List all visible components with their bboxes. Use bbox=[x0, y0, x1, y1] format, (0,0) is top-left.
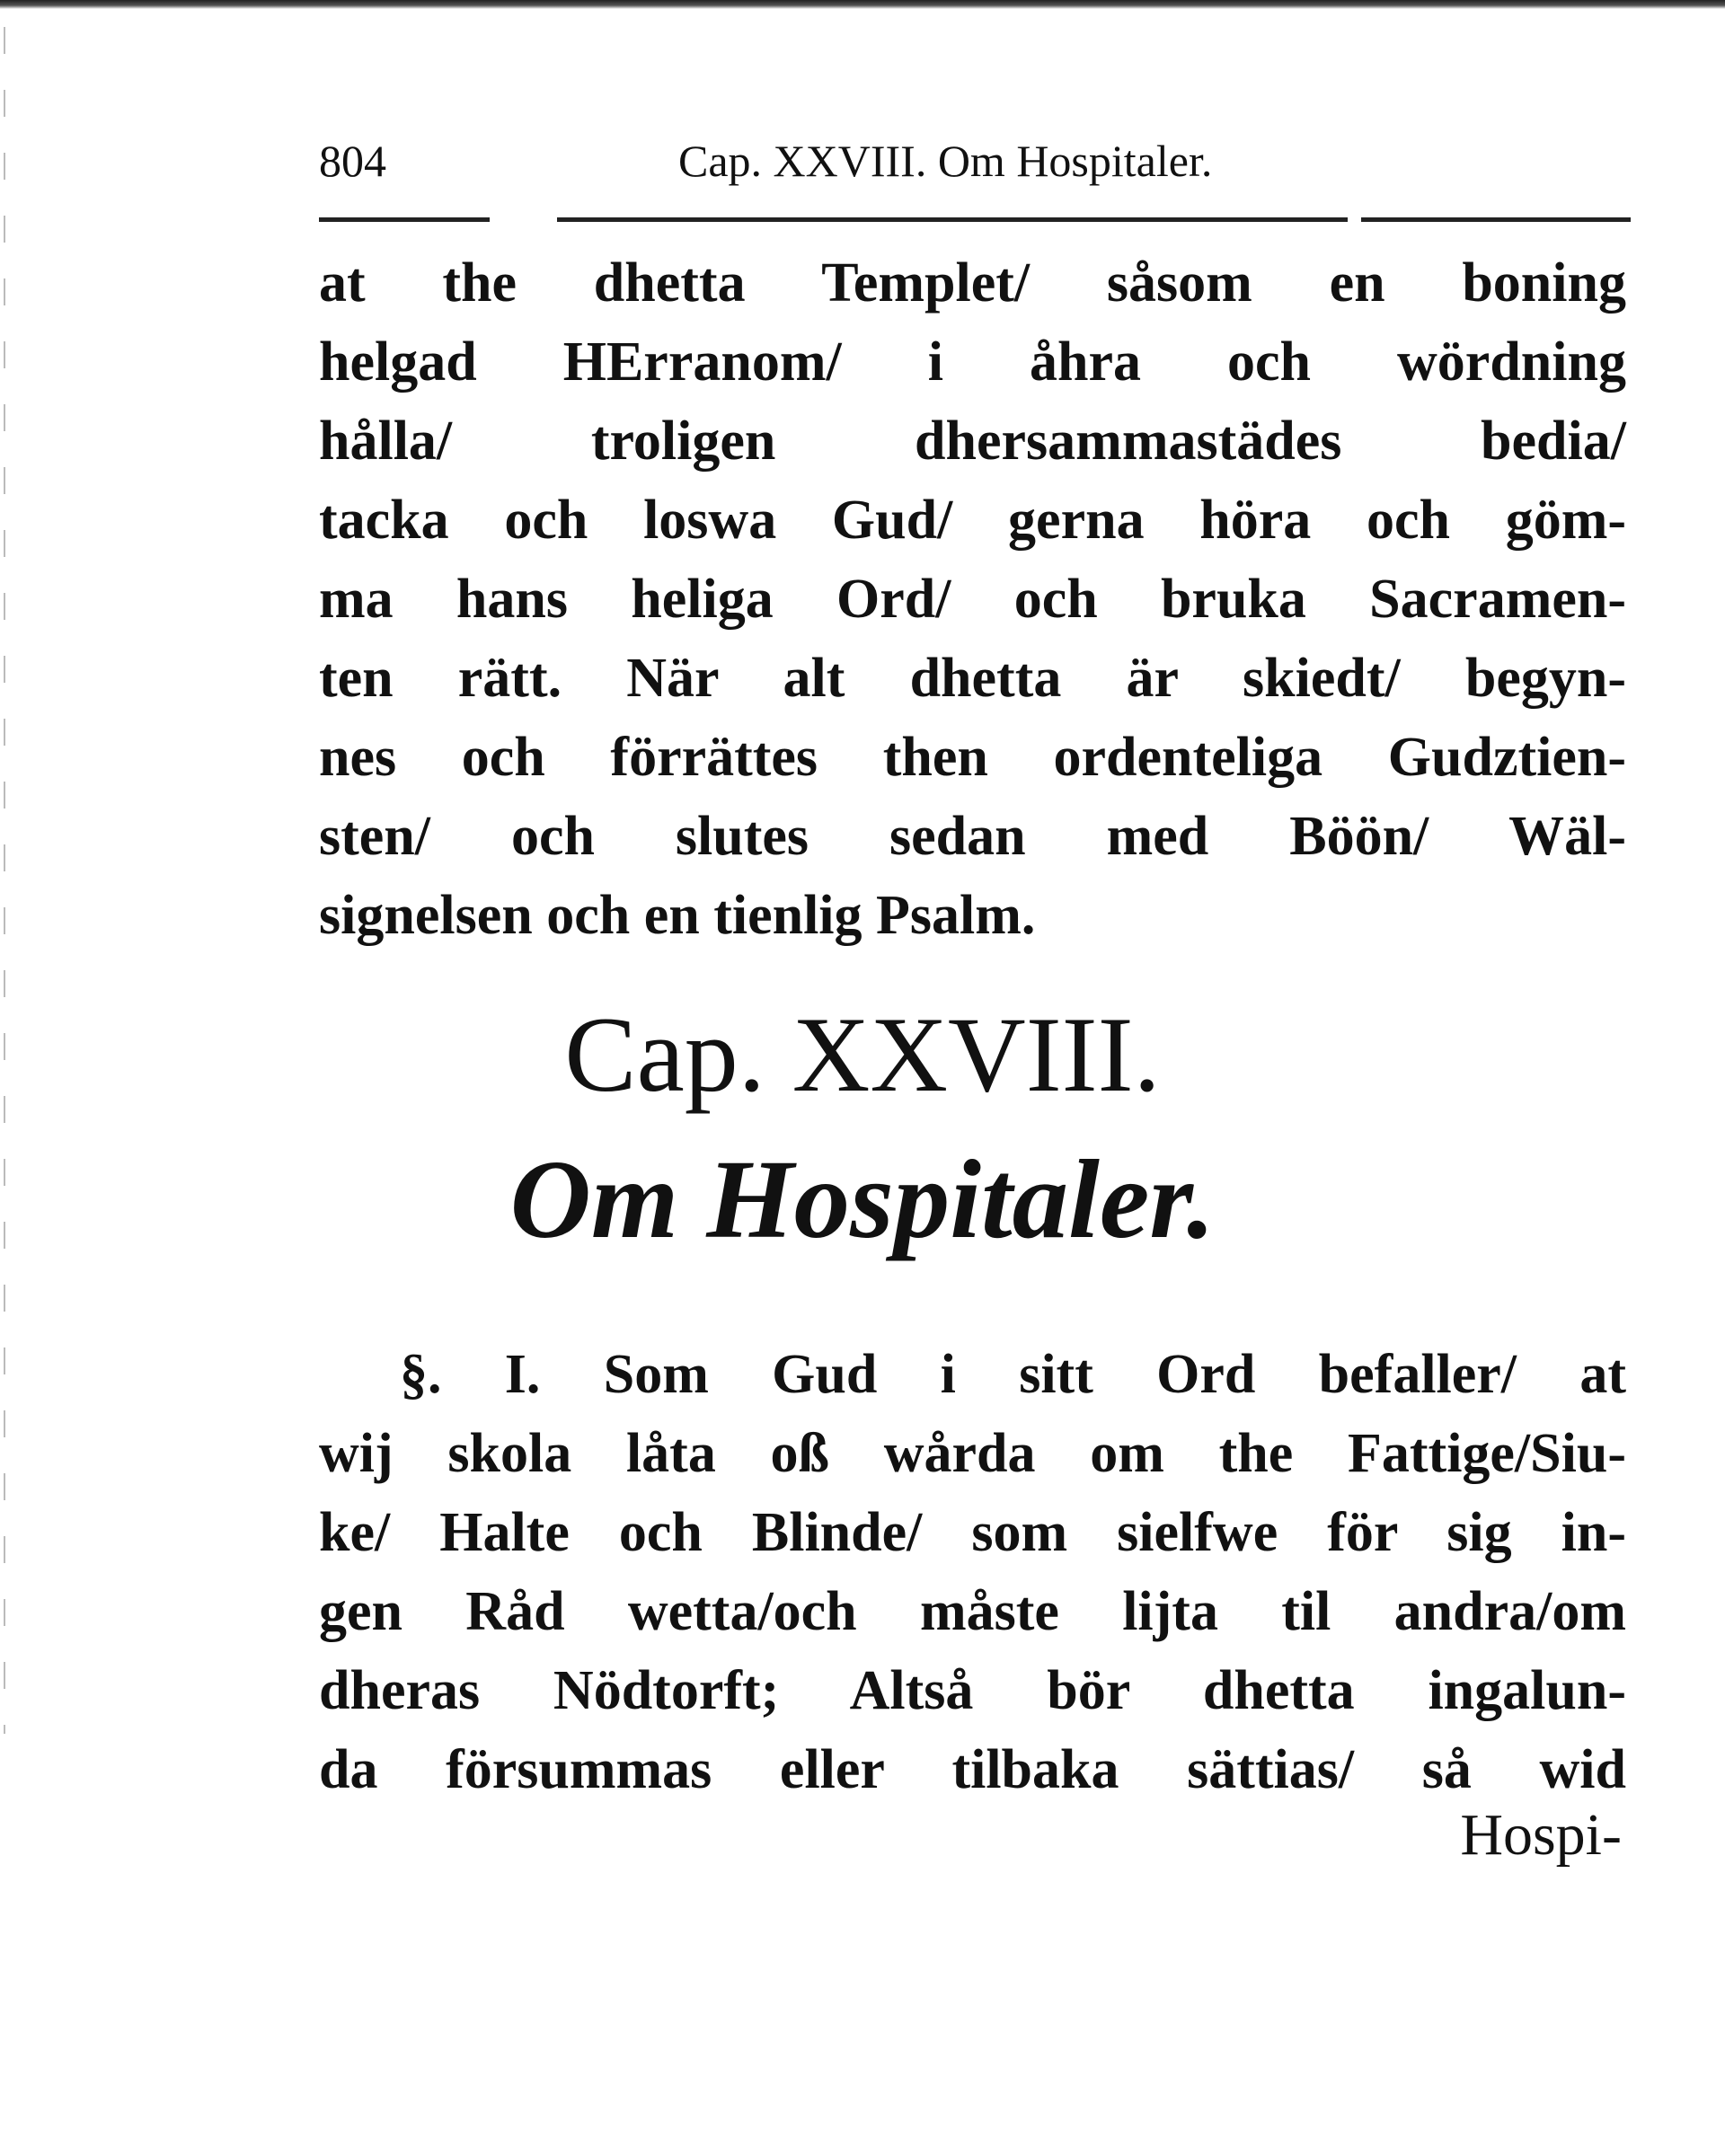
text-line: hålla/ troligen dhersammastädes bedia/ bbox=[319, 411, 1626, 472]
text-line: tacka och loswa Gud/ gerna höra och göm- bbox=[319, 490, 1626, 551]
text-line: at the dhetta Templet/ såsom en boning bbox=[319, 252, 1626, 314]
text-line: da försummas eller tilbaka sättias/ så wid bbox=[319, 1739, 1626, 1800]
text-line: wij skola låta oß wårda om the Fattige/Siu- bbox=[319, 1423, 1626, 1484]
text-line: helgad HErranom/ i åhra och wördning bbox=[319, 331, 1626, 393]
header-rule bbox=[557, 217, 1348, 222]
header-rule bbox=[1361, 217, 1631, 222]
text-line: ma hans heliga Ord/ och bruka Sacramen- bbox=[319, 569, 1626, 630]
chapter-title: Om Hospitaler. bbox=[509, 1138, 1216, 1262]
running-header bbox=[319, 135, 1631, 198]
scan-left-edge bbox=[4, 27, 5, 1734]
text-line: ke/ Halte och Blinde/ som sielfwe för sig in- bbox=[319, 1502, 1626, 1563]
text-line: sten/ och slutes sedan med Böön/ Wäl- bbox=[319, 806, 1626, 867]
text-line: nes och förrättes then ordenteliga Gudztien- bbox=[319, 727, 1626, 788]
chapter-number: Cap. XXVIII. bbox=[564, 994, 1161, 1114]
text-line: dheras Nödtorft; Altså bör dhetta ingalun- bbox=[319, 1660, 1626, 1721]
running-title: Cap. XXVIII. Om Hospitaler. bbox=[678, 136, 1213, 186]
page-number: 804 bbox=[319, 136, 386, 186]
text-line: §. I. Som Gud i sitt Ord befaller/ at bbox=[400, 1344, 1626, 1405]
text-line: signelsen och en tienlig Psalm. bbox=[319, 885, 1036, 946]
text-line: ten rätt. När alt dhetta är skiedt/ begyn- bbox=[319, 648, 1626, 709]
scan-top-edge bbox=[0, 0, 1725, 9]
text-line: gen Råd wetta/och måste lijta til andra/om bbox=[319, 1581, 1626, 1642]
header-rule bbox=[319, 217, 490, 222]
catchword: Hospi- bbox=[1460, 1802, 1622, 1868]
